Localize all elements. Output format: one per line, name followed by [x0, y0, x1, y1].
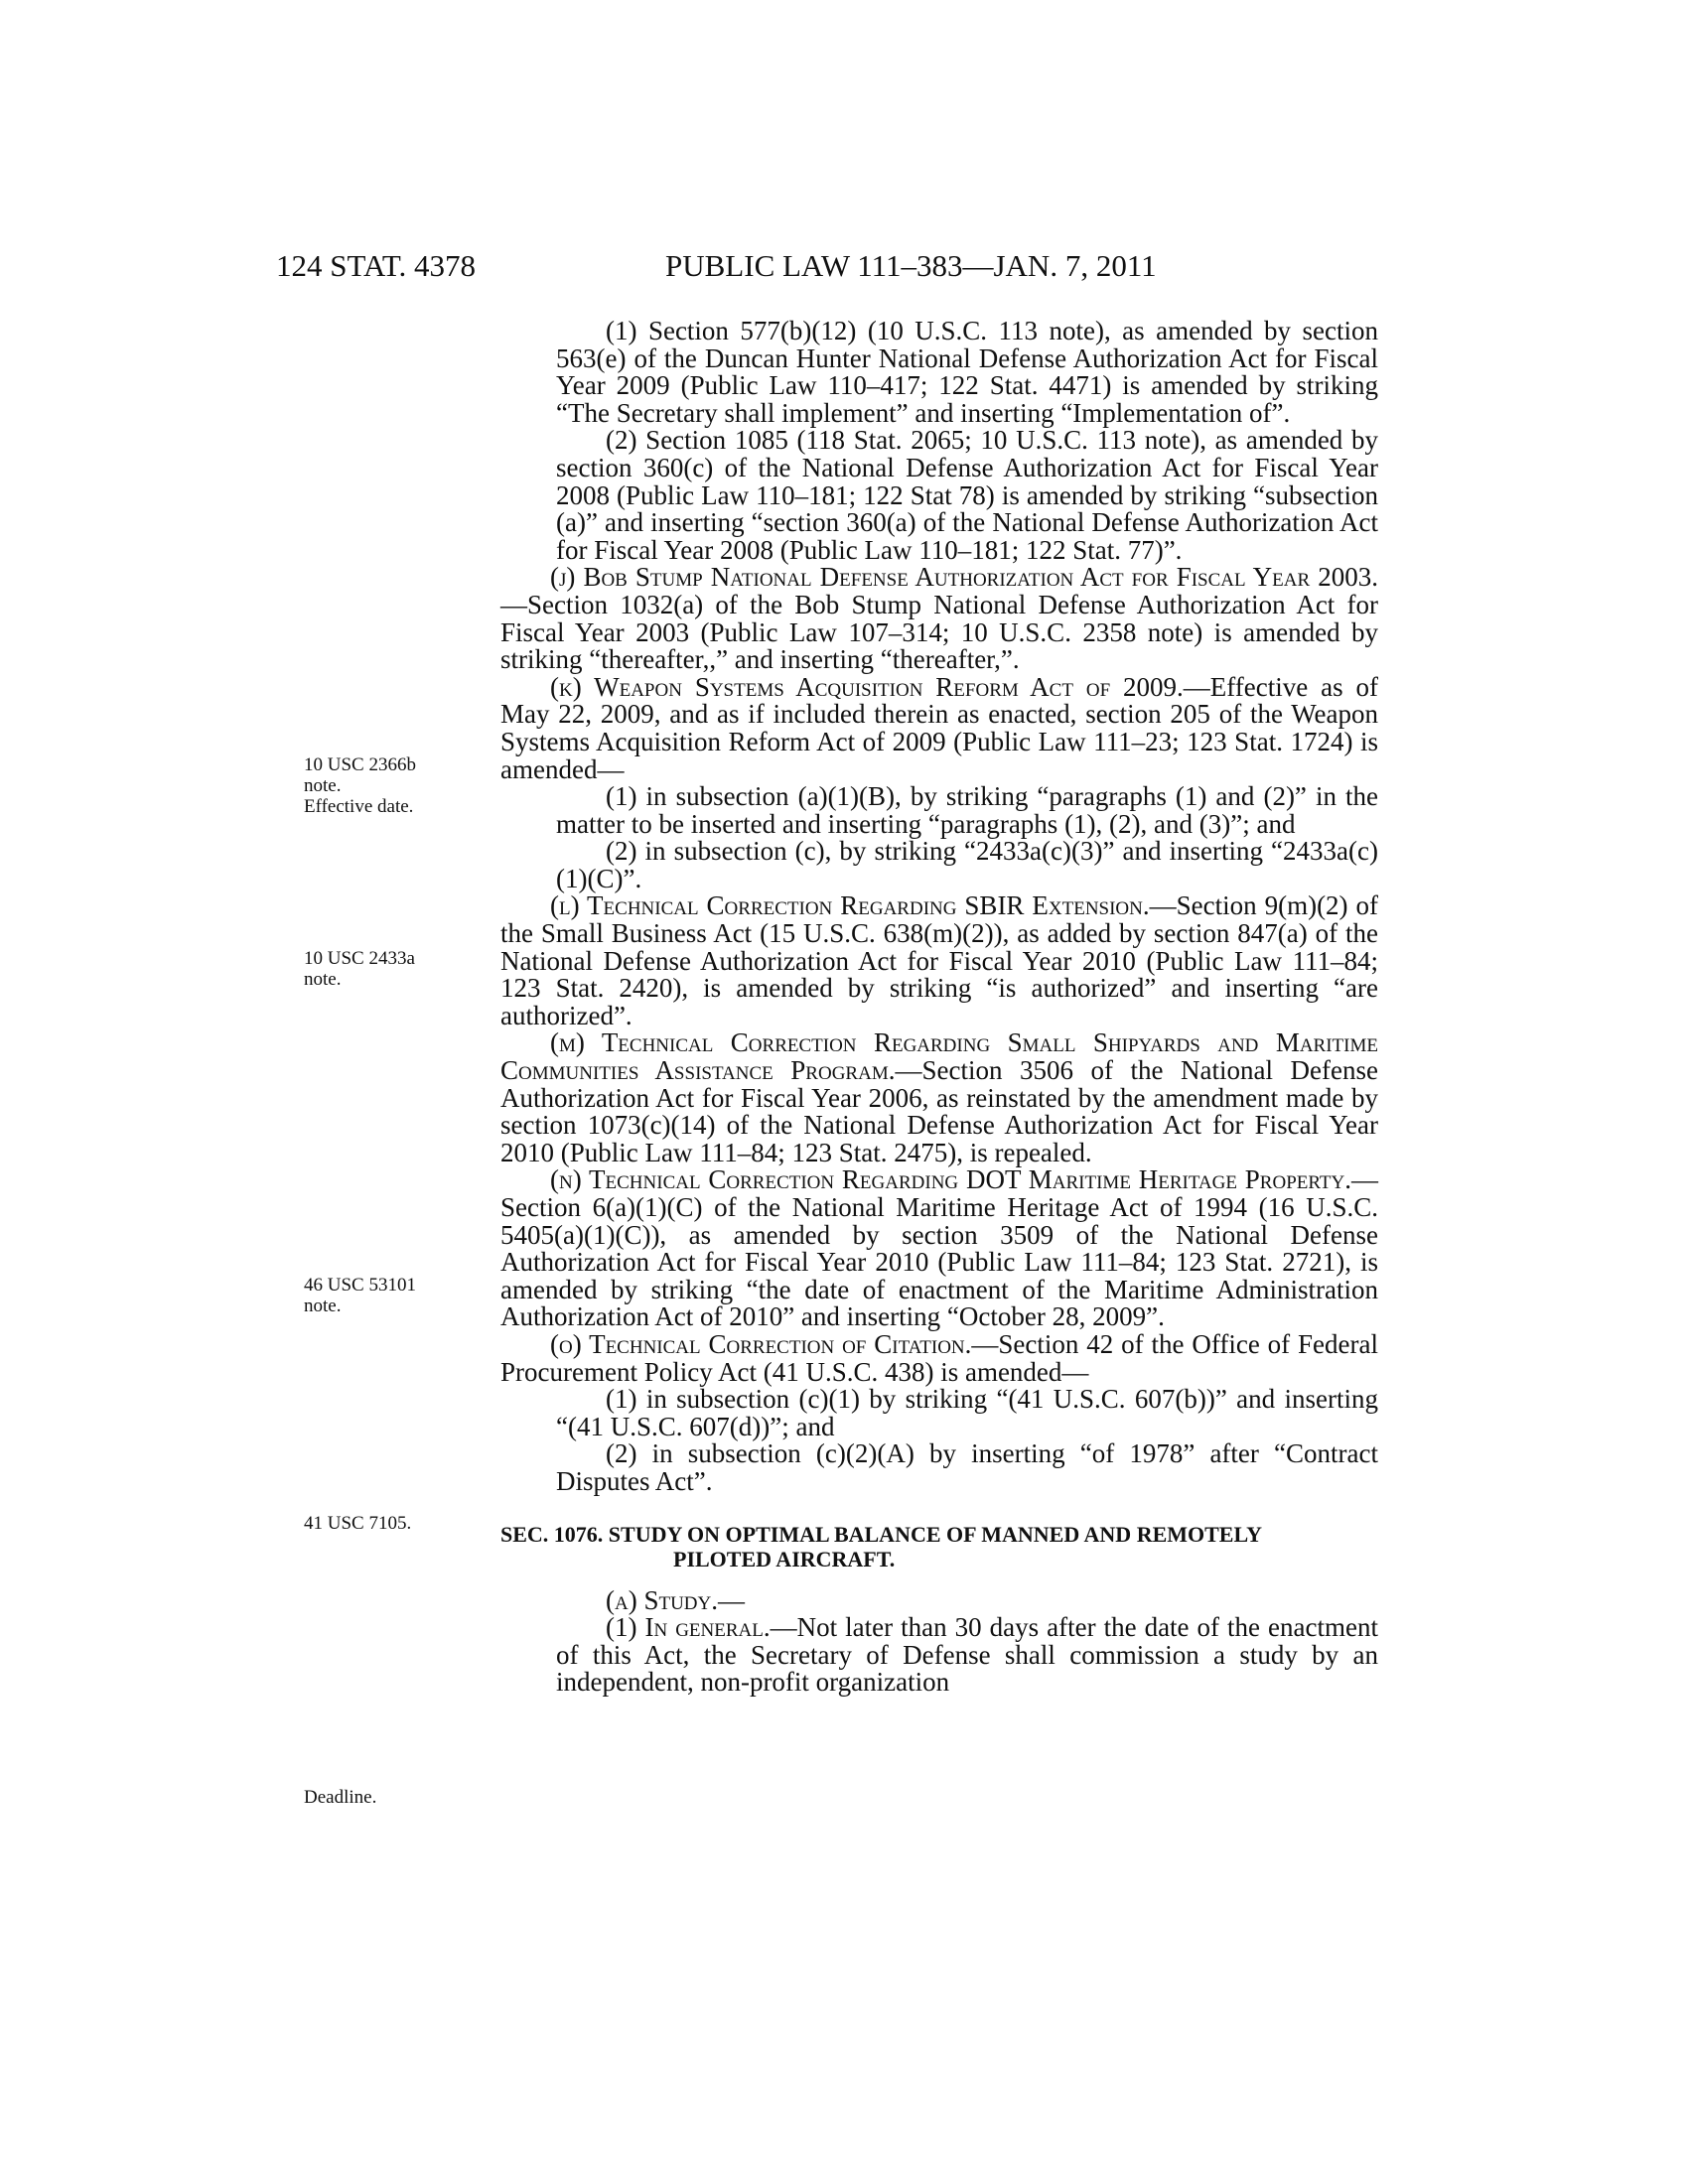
subsection-k: (k) Weapon Systems Acquisition Reform Act of 2009.—Effective as of May 22, 2009, and as if included therein as enacted, section 205 of the Weapon Systems Acquisition Reform Act of 2009 (Public Law 111–23; 123 Stat. 1724) is amended—	[500, 671, 1378, 784]
public-law-title: PUBLIC LAW 111–383—JAN. 7, 2011	[665, 248, 1157, 283]
running-header	[276, 248, 1368, 288]
section-heading: SEC. 1076. STUDY ON OPTIMAL BALANCE OF MANNED AND REMOTELY PILOTED AIRCRAFT.	[500, 1521, 1263, 1571]
subsection-j: (j) Bob Stump National Defense Authorization Act for Fiscal Year 2003.—Section 1032(a) of the Bob Stump National Defense Authorization Act for Fiscal Year 2003 (Public Law 107–314; 10 U.S.C. 2358 note) is amended by striking “thereafter,,” and inserting “thereafter,”.	[500, 562, 1378, 675]
margin-note-2366b: 10 USC 2366b note. Effective date.	[304, 754, 416, 817]
statute-page-number: 124 STAT. 4378	[276, 248, 477, 283]
paragraph-2: (2) Section 1085 (118 Stat. 2065; 10 U.S.C. 113 note), as amended by section 360(c) of the National Defense Authorization Act for Fiscal Year 2008 (Public Law 110–181; 122 Stat 78) is amended by striking “subsection (a)” and inserting “section 360(a) of the National Defense Authorization Act for Fiscal Year 2008 (Public Law 110–181; 122 Stat. 77)”.	[556, 425, 1378, 565]
margin-note-53101: 46 USC 53101 note.	[304, 1275, 416, 1316]
margin-note-deadline: Deadline.	[304, 1787, 377, 1808]
subsection-n: (n) Technical Correction Regarding DOT Maritime Heritage Property.—Section 6(a)(1)(C) of the National Maritime Heritage Act of 1994 (16 U.S.C. 5405(a)(1)(C)), as amended by section 3509 of the National Defense Authorization Act for Fiscal Year 2010 (Public Law 111–84; 123 Stat. 2721), is amended by striking “the date of enactment of the Maritime Administration Authorization Act of 2010” and inserting “October 28, 2009”.	[500, 1164, 1378, 1332]
page-body	[500, 318, 1378, 1697]
subsection-m: (m) Technical Correction Regarding Small Shipyards and Maritime Communities Assistance Program.—Section 3506 of the National Defense Authorization Act for Fiscal Year 2006, as reinstated by the amendment made by section 1073(c)(14) of the National Defense Authorization Act for Fiscal Year 2010 (Public Law 111–84; 123 Stat. 2475), is repealed.	[500, 1027, 1378, 1167]
paragraph-1: (1) Section 577(b)(12) (10 U.S.C. 113 note), as amended by section 563(e) of the Duncan Hunter National Defense Authorization Act for Fiscal Year 2009 (Public Law 110–417; 122 Stat. 4471) is amended by striking “The Secretary shall implement” and inserting “Implementation of”.	[556, 316, 1378, 428]
subsection-l: (l) Technical Correction Regarding SBIR Extension.—Section 9(m)(2) of the Small Business Act (15 U.S.C. 638(m)(2)), as added by section 847(a) of the National Defense Authorization Act for Fiscal Year 2010 (Public Law 111–84; 123 Stat. 2420), is amended by striking “is authorized” and inserting “are authorized”.	[500, 890, 1378, 1030]
margin-note-7105: 41 USC 7105.	[304, 1513, 412, 1534]
subsection-k-2: (2) in subsection (c), by striking “2433a(c)(3)” and inserting “2433a(c)(1)(C)”.	[556, 836, 1378, 893]
subsection-o: (o) Technical Correction of Citation.—Section 42 of the Office of Federal Procurement Policy Act (41 U.S.C. 438) is amended—	[500, 1328, 1378, 1387]
subsection-o-2: (2) in subsection (c)(2)(A) by inserting “of 1978” after “Contract Disputes Act”.	[556, 1438, 1378, 1496]
margin-note-2433a: 10 USC 2433a note.	[304, 948, 415, 990]
subsection-k-1: (1) in subsection (a)(1)(B), by striking “paragraphs (1) and (2)” in the matter to be inserted and inserting “paragraphs (1), (2), and (3)”; and	[556, 781, 1378, 839]
subsection-a: (a) Study.—	[606, 1584, 745, 1615]
subsection-a-1: (1) In general.—Not later than 30 days after the date of the enactment of this Act, the Secretary of Defense shall commission a study by an independent, non-profit organization	[556, 1612, 1378, 1698]
subsection-o-1: (1) in subsection (c)(1) by striking “(41 U.S.C. 607(b))” and inserting “(41 U.S.C. 607(d))”; and	[556, 1384, 1378, 1441]
